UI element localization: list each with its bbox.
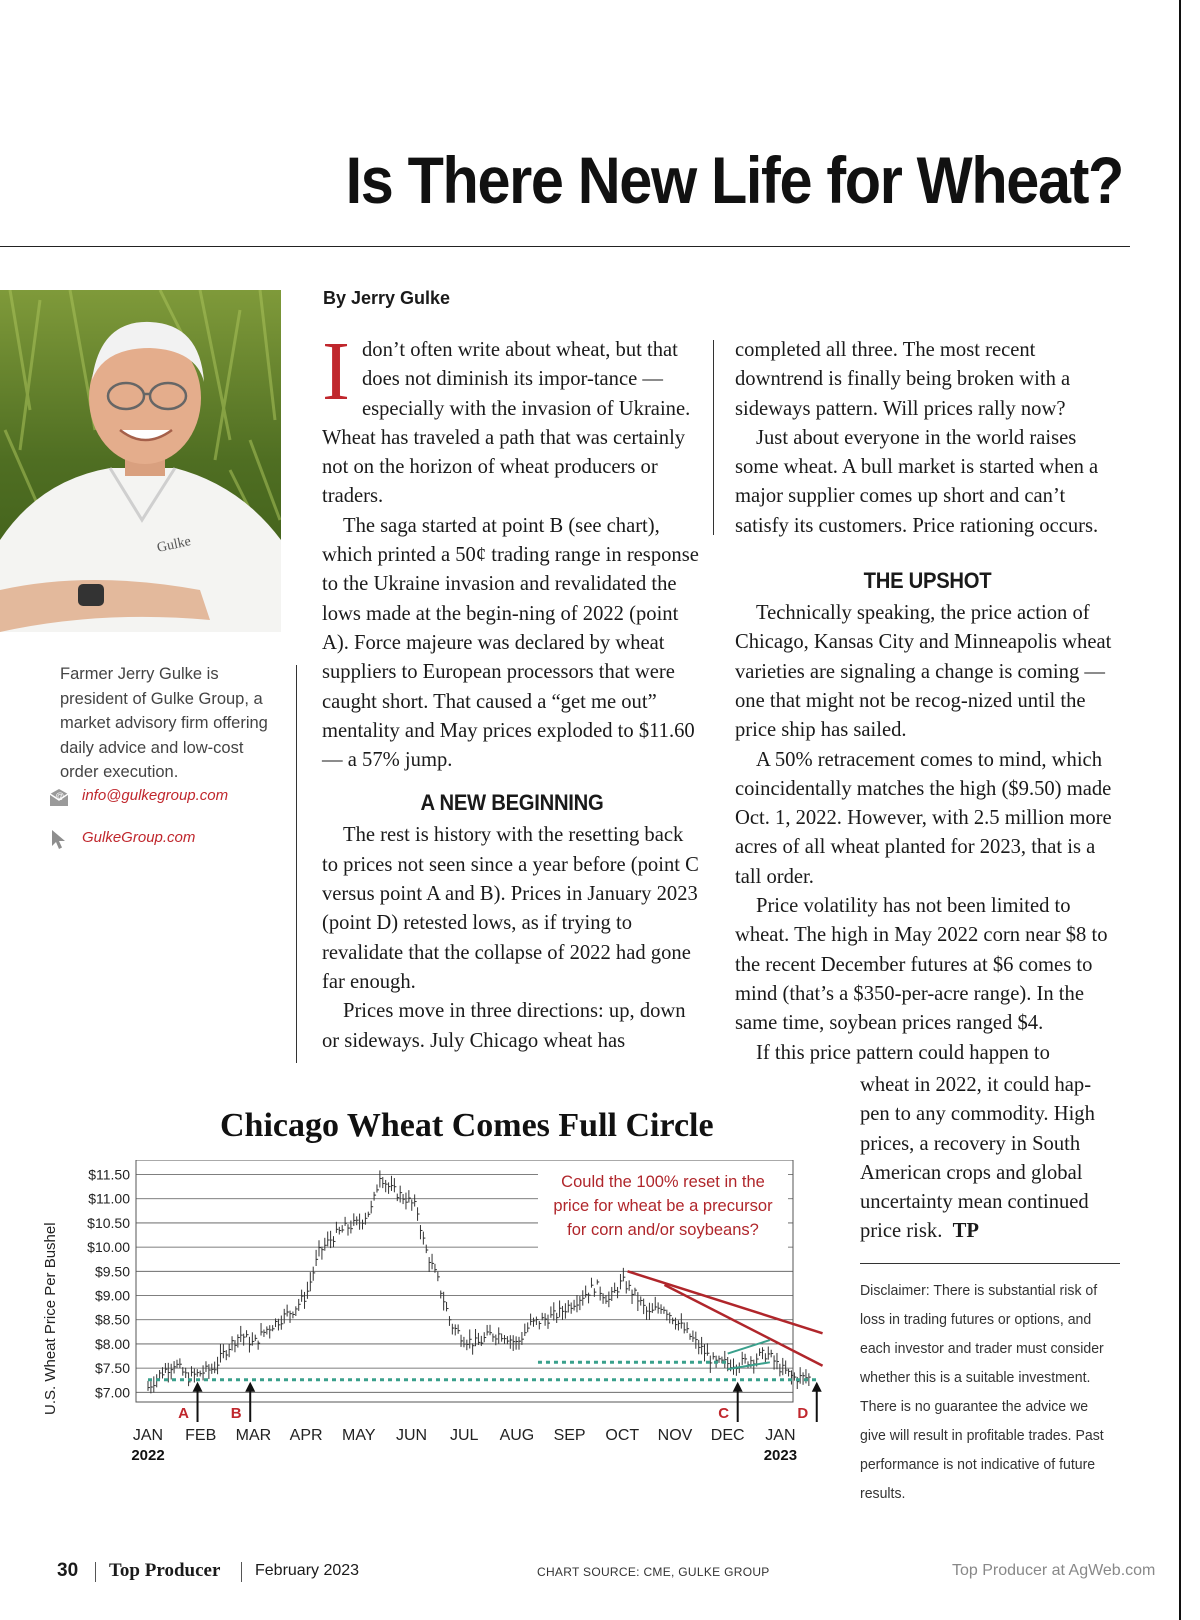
point-label: B (230, 1405, 242, 1422)
question-annotation: price for wheat be a precursor (553, 1197, 773, 1215)
y-tick-label: $9.00 (94, 1287, 130, 1304)
page-footer (57, 1560, 1157, 1590)
paragraph-8: A 50% retracement comes to mind, which coincidentally matches the high ($9.50) made Oct. 1, 2022. However, with 2.5 million more acres of all wheat planted for 2023, that is a tall order. (735, 748, 1112, 888)
website-link[interactable]: GulkeGroup.com (82, 829, 196, 846)
point-label: A (178, 1405, 189, 1422)
paragraph-2: The saga started at point B (see chart), which printed a 50¢ trading range in response to the Ukraine invasion and revalidated the lows made at the begin-ning of 2022 (point A). Force majeure was declared by wheat suppliers to European processors that were caught short. That caused a “get me out” mentality and May prices exploded to $11.60 — a 57% jump. (322, 514, 699, 772)
article-column-1 (322, 325, 702, 1056)
title-divider (0, 246, 1130, 247)
subhead-upshot: THE UPSHOT (863, 568, 992, 594)
point-label: D (797, 1405, 809, 1422)
disclaimer-divider (860, 1263, 1120, 1264)
y-tick-label: $11.00 (88, 1190, 130, 1207)
paragraph-4: Prices move in three directions: up, down or sideways. July Chicago wheat has (322, 1000, 686, 1052)
point-arrowhead (812, 1382, 822, 1392)
article-title: Is There New Life for Wheat? (345, 143, 1123, 217)
y-tick-label: $8.50 (94, 1311, 130, 1328)
paragraph-1: Idon’t often write about wheat, but that does not diminish its impor-tance — especially with the invasion of Ukraine. Wheat has traveled a path that was certainly not on the horizon of wheat producers or traders. (322, 325, 691, 508)
x-tick-label: APR (289, 1427, 323, 1444)
x-tick-label: JUL (449, 1427, 479, 1444)
x-tick-label: JAN (132, 1427, 164, 1444)
footer-separator (95, 1562, 96, 1582)
year-label: 2022 (131, 1447, 165, 1464)
paragraph-5: completed all three. The most recent downtrend is finally being broken with a sideways pattern. Will prices rally now? (735, 339, 1071, 420)
x-tick-label: MAR (235, 1427, 272, 1444)
y-tick-label: $7.00 (94, 1384, 130, 1401)
drop-cap: I (322, 325, 350, 418)
email-icon (48, 786, 70, 808)
paragraph-3: The rest is history with the resetting back to prices not seen since a year before (point C versus point A and B). Prices in January 2023 (point D) retested lows, as if trying to revalidate that the collapse of 2022 had gone far enough. (322, 824, 699, 993)
x-tick-label: SEP (553, 1427, 586, 1444)
page-edge-rule (1179, 0, 1181, 1620)
x-tick-label: AUG (499, 1427, 535, 1444)
chart-source: CHART SOURCE: CME, GULKE GROUP (537, 1565, 770, 1579)
svg-text:@: @ (55, 791, 65, 801)
email-link[interactable]: info@gulkegroup.com (82, 787, 229, 804)
issue-date: February 2023 (255, 1562, 360, 1579)
x-tick-label: OCT (605, 1427, 640, 1444)
paragraph-7: Technically speaking, the price action of Chicago, Kansas City and Minneapolis wheat varieties are signaling a change is coming — one that might not be recog-nized until the price ship has sailed. (735, 602, 1112, 742)
author-photo (0, 290, 281, 632)
end-mark: TP (952, 1220, 979, 1243)
x-tick-label: FEB (185, 1427, 217, 1444)
y-tick-label: $7.50 (94, 1360, 130, 1377)
paragraph-10a: If this price pattern could happen to (756, 1041, 1050, 1064)
x-tick-label: NOV (657, 1427, 693, 1444)
article-column-2-wrap (860, 1071, 1120, 1247)
x-tick-label: MAY (342, 1427, 376, 1444)
page-number: 30 (57, 1560, 79, 1581)
paragraph-9: Price volatility has not been limited to wheat. The high in May 2022 corn near $8 to the recent December futures at $6 comes to mind (that’s a $350-per-acre range). In the same time, soybean prices ranged $4. (735, 895, 1108, 1035)
question-annotation: Could the 100% reset in the (561, 1173, 765, 1191)
byline: By Jerry Gulke (323, 288, 451, 308)
y-tick-label: $10.50 (87, 1214, 130, 1231)
article-column-2 (735, 336, 1120, 1068)
year-label: 2023 (763, 1447, 798, 1464)
footer-site: Top Producer at AgWeb.com (952, 1562, 1156, 1579)
author-caption: Farmer Jerry Gulke is president of Gulke Group, a market advisory firm offering daily advice and low-cost order execution. (60, 665, 268, 781)
y-tick-label: $11.50 (88, 1166, 130, 1183)
disclaimer: Disclaimer: There is substantial risk of loss in trading futures or options, and each investor and trader must consider whether this is a suitable investment. There is no guarantee the advice we give will result in profitable trades. Past performance is not indicative of future results. (860, 1282, 1104, 1502)
column-rule-middle (713, 340, 714, 535)
y-tick-label: $10.00 (87, 1239, 130, 1256)
paragraph-6: Just about everyone in the world raises some wheat. A bull market is started when a major supplier comes up short and can’t satisfy its customers. Price rationing occurs. (735, 426, 1099, 537)
magazine-name: Top Producer (109, 1560, 221, 1581)
chart-title: Chicago Wheat Comes Full Circle (220, 1107, 714, 1144)
x-tick-label: DEC (710, 1427, 745, 1444)
x-tick-label: JAN (765, 1427, 796, 1444)
subhead-new-beginning: A NEW BEGINNING (420, 790, 604, 816)
y-tick-label: $8.00 (94, 1335, 130, 1352)
cursor-arrow-icon (48, 828, 70, 850)
x-tick-label: JUN (395, 1427, 428, 1444)
footer-separator (241, 1562, 242, 1582)
paragraph-10b: wheat in 2022, it could hap-pen to any commodity. High prices, a recovery in South American crops and global uncertainty mean continued price risk. TP (860, 1074, 1095, 1243)
shirt-logo: Gulke (155, 534, 193, 556)
point-label: C (718, 1405, 730, 1422)
chart-y-axis-label: U.S. Wheat Price Per Bushel (42, 1222, 59, 1415)
y-tick-label: $9.50 (94, 1263, 130, 1280)
wheat-price-chart (60, 1160, 830, 1510)
column-rule-left (296, 665, 297, 1063)
question-annotation: for corn and/or soybeans? (567, 1221, 759, 1239)
